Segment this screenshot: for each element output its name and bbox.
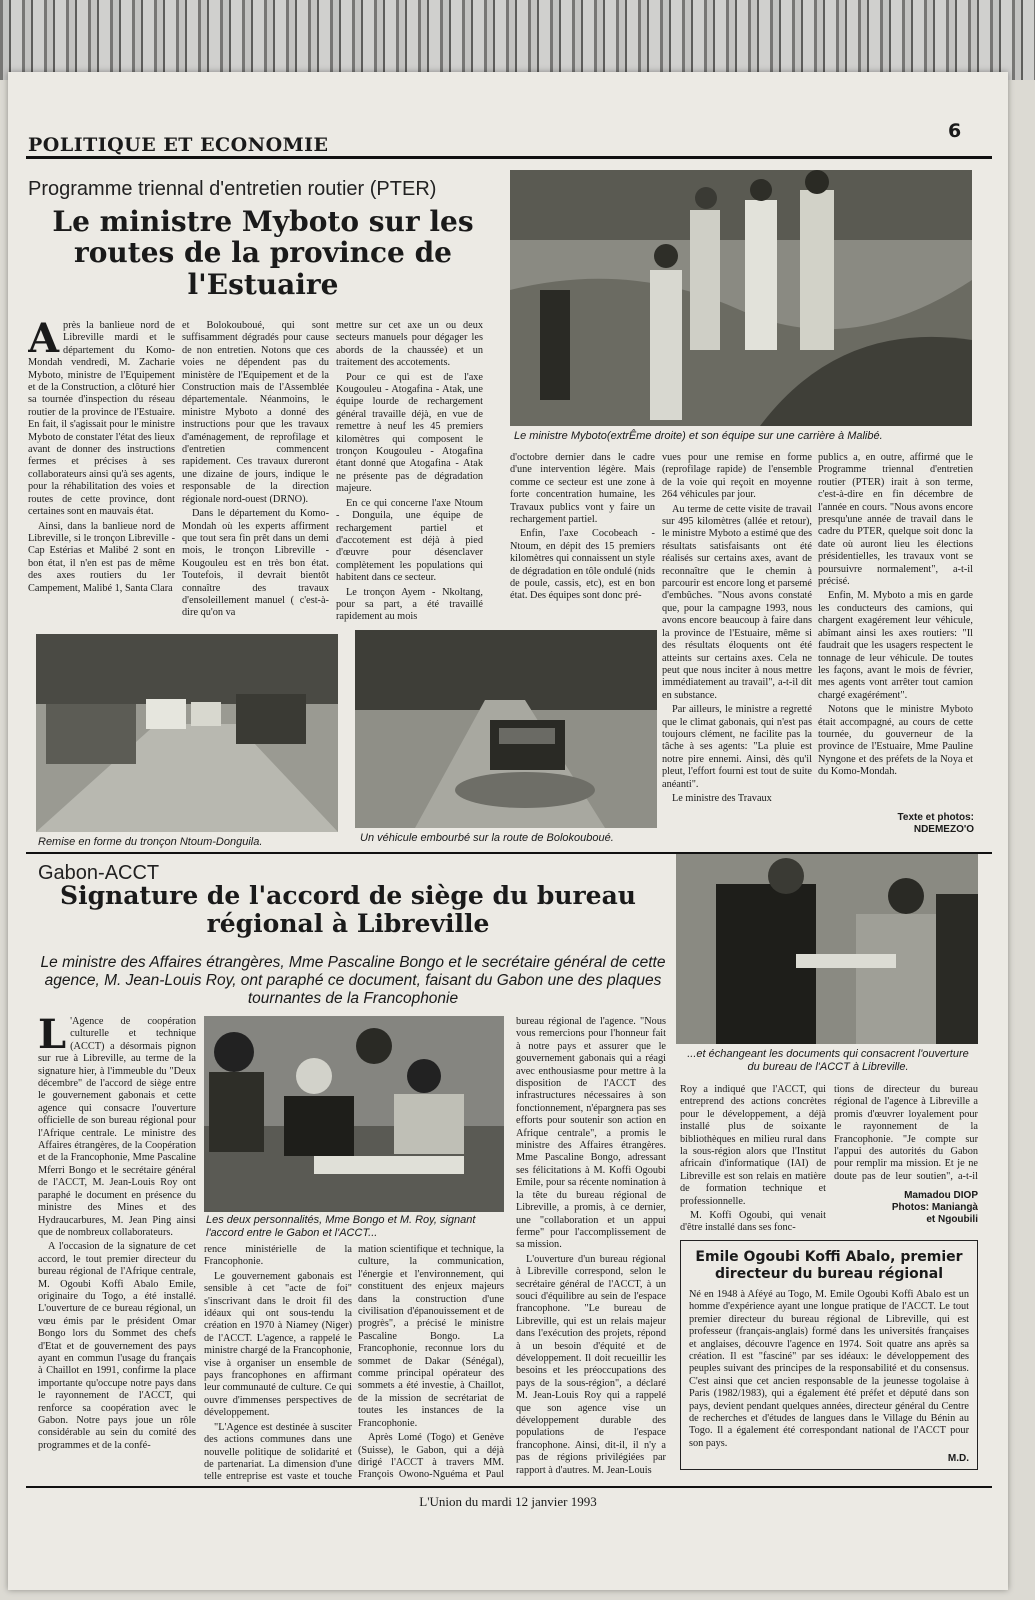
article1-column-4: d'octobre dernier dans le cadre d'une intervention légère. Mais comme ce secteur est une zone à forte concentration humaine, les Travaux publics vont y faire un rechargement partiel. Enfin, l'axe Cocobeach - Ntoum, en dépit des 15 premiers kilomètres qui connaissent un style de dégradation en tôle ondulé (nids de poule, cassis, etc), est en bon état. Des équipes sont donc pré-: [510, 452, 655, 602]
photo-signing: [204, 1016, 504, 1212]
article2-credit: Mamadou DIOP Photos: Maniangà et Ngoubili: [891, 1190, 978, 1225]
caption-road-works: Remise en forme du tronçon Ntoum-Donguila.: [38, 836, 263, 848]
photo-stuck-vehicle: [355, 630, 657, 828]
article1-credit: Texte et photos: NDEMEZO'O: [897, 812, 974, 835]
caption-exchange-documents: ...et échangeant les documents qui consacrent l'ouverture du bureau de l'ACCT à Libreville.: [687, 1048, 969, 1073]
caption-stuck-vehicle: Un véhicule embourbé sur la route de Bolokouboué.: [360, 832, 614, 844]
article2-column-1: L 'Agence de coopération culturelle et technique (ACCT) a désormais pignon sur rue à Libreville, au terme de la signature hier, à l'immeuble du "Deux décembre" de l'accord de siège entre le gouvernement gabonais et cette agence qui consacre l'ouverture officielle de son bureau régional pour l'Afrique centrale. Le ministre des Affaires étrangères, de la Coopération et de la Francophonie, Mme Pascaline Mferri Bongo et le secrétaire général de l'ACCT, M. Jean-Louis Roy ont paraphé le document en présence du ministre des Mines et des Hydraucarbures, M. Jean Ping ainsi que de nombreux collaborateurs. A l'occasion de la signature de cet accord, le tout premier directeur du bureau régional de l'Afrique centrale, M. Ogoubi Koffi Abalo Emile, originaire du Togo, a été installé. L'ouverture de ce bureau régional, un vœu émis par le président Omar Bongo lors du Sommet des chefs d'Etat et de gouvernement des pays ayant en commun l'usage du français à Chaillot en 1991, confirme la place importante qu'occupe notre pays dans le rayonnement de l'ACCT, qui renforce sa coopération avec le Gabon. Notre pays joue un rôle considérable au sein du comité des programmes et de la confé-: [38, 1016, 196, 1451]
article1-column-2: et Bolokouboué, qui sont suffisamment dégradés pour cause de non entretien. Notons que ces voies ne dépendent pas du ministère de l'Equipement et de la Construction mais de l'Assemblée départementale. Néanmoins, le ministre Myboto a donné des instructions pour que les travaux d'aménagement, de reprofilage et d'entretien commencent rapidement. Ces travaux dureront une dizaine de jours, indique le responsable de la direction régionale nord-ouest (DRNO). Dans le département du Komo-Mondah où les experts affirment que tout sera fin prêt dans un demi mois, le tronçon Libreville - Kougouleu est en très bon état. Toutefois, il devrait bientôt connaître des travaux d'ensoleillement manuel ( c'est-à-dire qu'on va: [182, 320, 329, 619]
caption-signing: Les deux personnalités, Mme Bongo et M. Roy, signant l'accord entre le Gabon et l'ACCT...: [206, 1214, 476, 1239]
newspaper-page: [8, 72, 1008, 1590]
page-number: 6: [948, 120, 962, 142]
article2-column-5: Roy a indiqué que l'ACCT, qui entreprend des actions concrètes pour le développement, a déjà installé plus de soixante bibliothèques en milieu rural dans la sous-région alors que l'Institut africain d'informatique (IAI) de Libreville est son relais en matière de formation technique et professionnelle. M. Koffi Ogoubi, qui venait d'être installé dans ses fonc-: [680, 1084, 826, 1234]
article2-kicker: Gabon-ACCT: [38, 862, 160, 884]
profile-box-body: Né en 1948 à Aféyé au Togo, M. Emile Ogoubi Koffi Abalo est un homme d'expérience ayant une longue pratique de l'ACCT. Le tout premier directeur du bureau régional de Libreville, qui est professeur (français-anglais) formé dans les universités françaises et anglaises, découvre l'agence en 1974. Soit quatre ans après sa création. Il est "fasciné" par ses idéaux: le développement des peuples suivant des principes de la responsabilité et du consensus. C'est ainsi que cet ancien responsable de la jeunesse togolaise à Paris (1982/1983), qui a également été préfet et député dans son pays, devient pendant quelques années, directeur général du Centre de recherches et d'études de langues dans le Village du Bénin au Togo. Il a également été correspondant national de l'ACCT pour son pays.: [689, 1289, 969, 1449]
photo-exchange-documents: [676, 854, 978, 1044]
article1-column-3: mettre sur cet axe un ou deux secteurs manuels pour dégager les abords de la chaussée) et un traitement des accotements. Pour ce qui est de l'axe Kougouleu - Atogafina - Atak, une équipe lourde de rechargement général travaille déjà, en vue de remettre à neuf les 45 premiers kilomètres qui composent le tronçon Kougouleu - Atogafina étant donné que Atogafina - Atak ne présente pas de dégradation majeure. En ce qui concerne l'axe Ntoum - Donguila, une équipe de rechargement partiel et d'accotement est déjà à pied d'œuvre pour désenclaver complètement les populations qui habitent dans ce secteur. Le tronçon Ayem - Nkoltang, pour sa part, a été travaillé rapidement au mois: [336, 320, 483, 623]
dropcap: L: [38, 1016, 67, 1058]
article2-column-4: bureau régional de l'agence. "Nous vous remercions pour l'honneur fait à notre pays et assurer que le gouvernement gabonais qui a réagi avec enthousiasme pour mettre à la disposition de l'ACCT des infrastructures nécessaires à son fonctionnement, n'épargnera pas ses efforts pour soutenir son action en Afrique centrale", a promis le ministre des Affaires étrangères. Mme Pascaline Bongo, adressant ses félicitations à M. Koffi Ogoubi Emile, pour sa récente nomination à la tête du bureau régional de Libreville, a promis, à ce dernier, une "collaboration et un appui ferme" pour l'accomplissement de sa mission. L'ouverture d'un bureau régional à Libreville correspond, selon le secrétaire général de l'ACCT, à un souci d'équilibre au sein de l'espace francophone. "Le bureau de Libreville, qui est un relais majeur dans l'exécution des projets, répond à un besoin d'équité et de développement. Il doit recueillir les besoins et les préoccupations des pays de la sous-région", a déclaré M. Jean-Louis Roy qui a rappelé que son agence vise un développement durable des populations de l'espace francophone. Ainsi, dit-il, il n'y a pas de régions privilégiées par rapport à d'autres. M. Jean-Louis: [516, 1016, 666, 1476]
profile-box-signature: M.D.: [947, 1453, 969, 1464]
article1-column-5: vues pour une remise en forme (reprofilage rapide) de l'ensemble de la voie qui reçoit en moyenne 264 véhicules par jour. Au terme de cette visite de travail sur 495 kilomètres (allée et retour), le ministre Myboto a estimé que des résultats satisfaisants ont été réalisés sur certains axes, avant de reconnaître que le chemin à parcourir est encore long et parsemé d'embûches. "Nous avons constaté que, pour la campagne 1993, nous avons encore beaucoup à faire dans la province de l'Estuaire, même si des résultats éloquents ont été atteints sur certains axes. Cela ne peut que nous inciter à nous mettre immédiatement au travail", a-t-il dit en substance. Par ailleurs, le ministre a regretté que le climat gabonais, qui n'est pas toujours clément, ne facilite pas la tâche à ses agents: "La pluie est notre pire ennemi. Ainsi, dès qu'il pleut, l'effort fourni est tout de suite anéanti". Le ministre des Travaux: [662, 452, 812, 804]
article2-column-2: rence ministérielle de la Francophonie. Le gouvernement gabonais est sensible à cet "acte de foi" s'inscrivant dans le droit fil des idéaux qui ont sous-tendu la création en 1970 à Niamey (Niger) de l'ACCT. L'agence, a rappelé le ministre chargé de la Francophonie, vise à organiser un ensemble de pays francophones en affirmant leur communauté de culture. Ce qui ouvre d'immenses perspectives de développement. "L'Agence est destinée à susciter des actions communes dans une nouvelle politique de solidarité et de partenariat. La dimension d'une telle entreprise est vaste et touche: [204, 1244, 352, 1482]
photo-road-works: [36, 634, 338, 832]
section-title: POLITIQUE ET ECONOMIE: [28, 134, 329, 156]
dropcap: A: [28, 320, 60, 362]
article1-kicker: Programme triennal d'entretien routier (PTER): [28, 178, 437, 200]
footer-rule: [26, 1486, 992, 1488]
article1-column-1: Après la banlieue nord de Libreville mardi et le département du Komo-Mondah vendredi, M. Zacharie Myboto, ministre de l'Equipement et de la Construction, a clôturé hier sa tournée d'inspection du réseau routier de la province de l'Estuaire. En fait, il s'agissait pour le ministre Myboto de constater l'état des lieux avant de donner des instructions fermes et précises à ses collaborateurs ainsi qu'à ses agents, pour la réhabilitation des voies et routes de cette province, dont certaines sont en mauvais état. Ainsi, dans la banlieue nord de Libreville, si le tronçon Libreville - Cap Estérias et Malibé 2 sont en bon état, il n'en est pas de même des axes routiers du 1er Campement, Malibé 1, Santa Clara: [28, 320, 175, 594]
article1-column-6: publics a, en outre, affirmé que le Programme triennal d'entretien routier (PTER) irait à son terme, c'est-à-dire en fin décembre de l'année en cours. "Nous avons encore presqu'une année de travail dans le cadre du PTER, quelque soit donc la date où auront lieu les élections présidentielles, les travaux vont se poursuivre normalement", a-t-il précisé. Enfin, M. Myboto a mis en garde les conducteurs des camions, qui chargent exagérement leur véhicule, abîmant ainsi les axes routiers: "Il faudrait que les usagers respectent le tonnage de leur véhicule. De toutes les façons, avant le mois de février, mes agents vont arrêter tout camion chargé exagérément". Notons que le ministre Myboto était accompagné, au cours de cette tournée, du gouverneur de la province de l'Estuaire, Mme Pauline Nyngone et des préfets de la Noya et du Komo-Mondah.: [818, 452, 973, 778]
page-footer: L'Union du mardi 12 janvier 1993: [419, 1494, 597, 1509]
section-rule: [26, 156, 992, 159]
article2-headline: Signature de l'accord de siège du bureau régional à Libreville: [60, 881, 636, 938]
article2-column-3: mation scientifique et technique, la culture, la communication, l'énergie et l'environnement, qui constituent des enjeux majeurs dans la construction d'une civilisation d'épanouissement et de progrès", a précisé le ministre Pascaline Bongo. La Francophonie, reconnue lors du sommet de Dakar (Sénégal), comme principal opérateur des sommets a été investie, à Chaillot, de la mission de secrétariat de toutes les instances de la Francophonie. Après Lomé (Togo) et Genève (Suisse), le Gabon, qui a déjà dirigé l'ACCT à travers MM. François Owono-Nguéma et Paul: [358, 1244, 504, 1481]
article1-headline: Le ministre Myboto sur les routes de la province de l'Estuaire: [52, 205, 474, 301]
article2-column-6: tions de directeur du bureau régional de l'agence à Libreville a promis d'œuvrer loyalement pour le rayonnement de la Francophonie. "Je compte sur l'appui des autorités du Gabon pour remplir ma mission. Et je ne doute pas de leur soutien", a-t-il: [834, 1084, 978, 1182]
photo-minister-quarry: [510, 170, 972, 426]
profile-box: [680, 1240, 978, 1470]
caption-minister-quarry: Le ministre Myboto(extrÊme droite) et son équipe sur une carrière à Malibé.: [514, 430, 883, 442]
profile-box-title: Emile Ogoubi Koffi Abalo, premier directeur du bureau régional: [695, 1249, 963, 1282]
scan-edge: [0, 0, 1035, 80]
article2-deck: Le ministre des Affaires étrangères, Mme Pascaline Bongo et le secrétaire général de cette agence, M. Jean-Louis Roy, ont paraphé ce document, faisant du Gabon une des plaques tournantes de la Francophonie: [40, 954, 666, 1007]
